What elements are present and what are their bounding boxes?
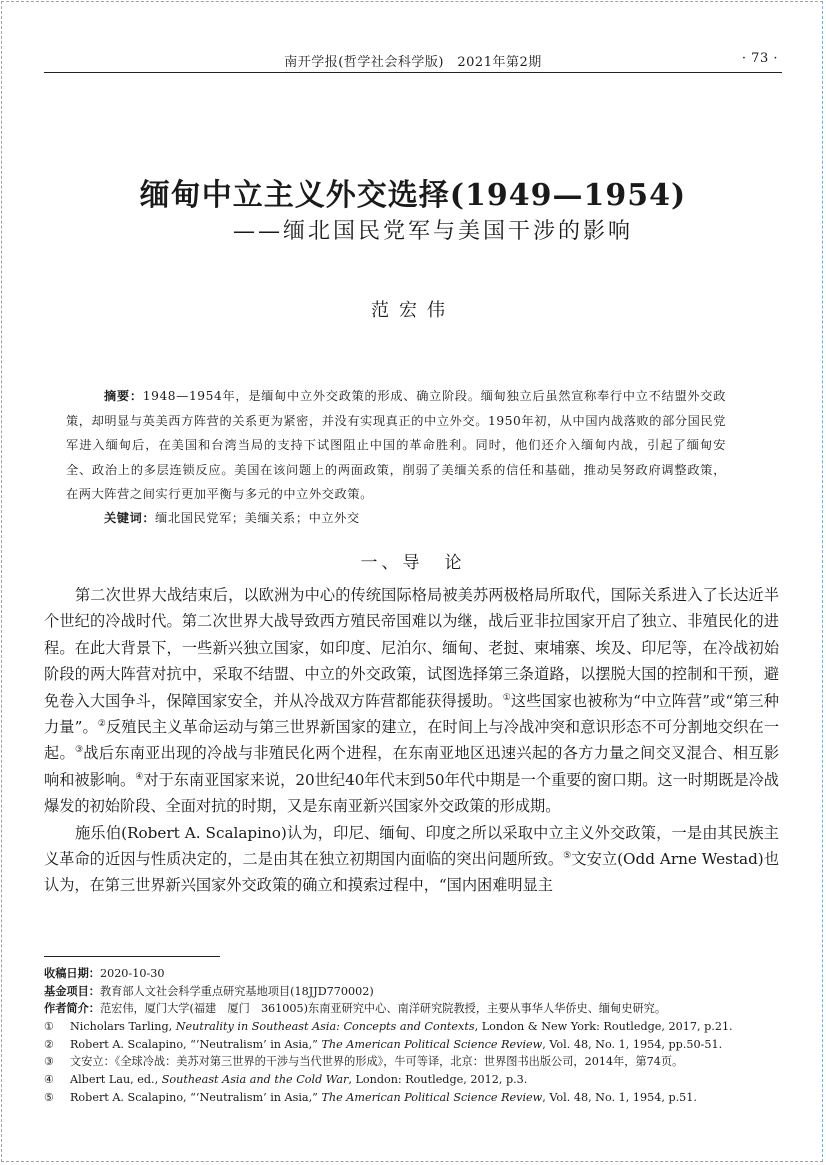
footnote-ref[interactable]: ② bbox=[97, 718, 106, 729]
abstract bbox=[66, 384, 726, 507]
page-number: · 73 · bbox=[741, 51, 778, 66]
journal-name: 南开学报(哲学社会科学版) 2021年第2期 bbox=[284, 55, 542, 70]
footnote: ① Nicholars Tarling, Neutrality in Southeast Asia: Concepts and Contexts, London & New York: Routledge, 2017, p.21. bbox=[44, 1020, 733, 1033]
fund-info: 基金项目：教育部人文社会科学重点研究基地项目(18JJD770002) bbox=[44, 984, 374, 998]
keywords bbox=[104, 509, 360, 526]
footnote-ref[interactable]: ④ bbox=[135, 771, 144, 782]
footnote-ref[interactable]: ③ bbox=[74, 745, 84, 756]
keywords-label: 关键词： bbox=[104, 511, 156, 525]
running-header bbox=[44, 48, 782, 73]
footnote: ③ 文安立：《全球冷战：美苏对第三世界的干涉与当代世界的形成》，牛可等译，北京：世界图书出版公司，2014年，第74页。 bbox=[44, 1055, 684, 1069]
author-bio: 作者简介：范宏伟，厦门大学(福建 厦门 361005)东南亚研究中心、南洋研究院教授，主要从事华人华侨史、缅甸史研究。 bbox=[44, 1002, 667, 1016]
footnote-divider bbox=[44, 956, 220, 957]
section-heading: 一、导 论 bbox=[360, 553, 466, 573]
received-date: 收稿日期：2020-10-30 bbox=[44, 967, 165, 980]
footnote-ref[interactable]: ⑤ bbox=[563, 851, 572, 861]
footnote-ref[interactable]: ① bbox=[502, 692, 511, 703]
paragraph: 第二次世界大战结束后，以欧洲为中心的传统国际格局被美苏两极格局所取代，国际关系进入了长达近半个世纪的冷战时代。第二次世界大战导致西方殖民帝国难以为继，战后亚非拉国家开启了独立、非殖民化的进程。在此大背景下，一些新兴独立国家，如印度、尼泊尔、缅甸、老挝、柬埔寨、埃及、印尼等，在冷战初始阶段的两大阵营对抗中，采取不结盟、中立的外交政策，试图选择第三条道路，以摆脱大国的控制和干预，避免卷入大国争斗，保障国家安全，并从冷战双方阵营都能获得援助。①这些国家也被称为“中立阵营”或“第三种力量”。②反殖民主义革命运动与第三世界新国家的建立，在时间上与冷战冲突和意识形态不可分割地交织在一起。③战后东南亚出现的冷战与非殖民化两个进程，在东南亚地区迅速兴起的各方力量之间交叉混合、相互影响和被影响。④对于东南亚国家来说，20世纪40年代末到50年代中期是一个重要的窗口期。这一时期既是冷战爆发的初始阶段、全面对抗的时期，又是东南亚新兴国家外交政策的形成期。 bbox=[44, 586, 780, 816]
abstract-label: 摘要： bbox=[104, 389, 143, 403]
footnote: ④ Albert Lau, ed., Southeast Asia and the Cold War, London: Routledge, 2012, p.3. bbox=[44, 1073, 528, 1087]
article-meta bbox=[44, 965, 784, 1018]
author-name: 范宏伟 bbox=[371, 300, 455, 321]
paragraph: 施乐伯(Robert A. Scalapino)认为，印尼、缅甸、印度之所以采取中立主义外交政策，一是由其民族主义革命的近因与性质决定的，二是由其在独立初期国内面临的突出问题所致。⑤文安立(Odd Arne Westad)也认为，在第三世界新兴国家外交政策的确立和摸索过程中，“国内困难明显主 bbox=[44, 823, 780, 895]
footnote: ② Robert A. Scalapino, “‘Neutralism’ in Asia,” The American Political Science Review, Vol. 48, No. 1, 1954, pp.50-51. bbox=[44, 1037, 723, 1051]
article-title: 缅甸中立主义外交选择(1949—1954) bbox=[139, 178, 687, 213]
footnotes bbox=[44, 1018, 784, 1107]
abstract-text: 1948—1954年，是缅甸中立外交政策的形成、确立阶段。缅甸独立后虽然宣称奉行中立不结盟外交政策，却明显与英美西方阵营的关系更为紧密，并没有实现真正的中立外交。1950年初，从中国内战落败的部分国民党军进入缅甸后，在美国和台湾当局的支持下试图阻止中国的革命胜利。同时，他们还介入缅甸内战，引起了缅甸安全、政治上的多层连锁反应。美国在该问题上的两面政策，削弱了美缅关系的信任和基础，推动吴努政府调整政策，在两大阵营之间实行更加平衡与多元的中立外交政策。 bbox=[66, 389, 727, 501]
article-subtitle: ——缅北国民党军与美国干涉的影响 bbox=[232, 219, 633, 244]
keywords-text: 缅北国民党军；美缅关系；中立外交 bbox=[155, 511, 360, 525]
footnote: ⑤ Robert A. Scalapino, “‘Neutralism’ in Asia,” The American Political Science Review, Vol. 48, No. 1, 1954, p.51. bbox=[44, 1090, 697, 1104]
body-text bbox=[44, 582, 779, 899]
